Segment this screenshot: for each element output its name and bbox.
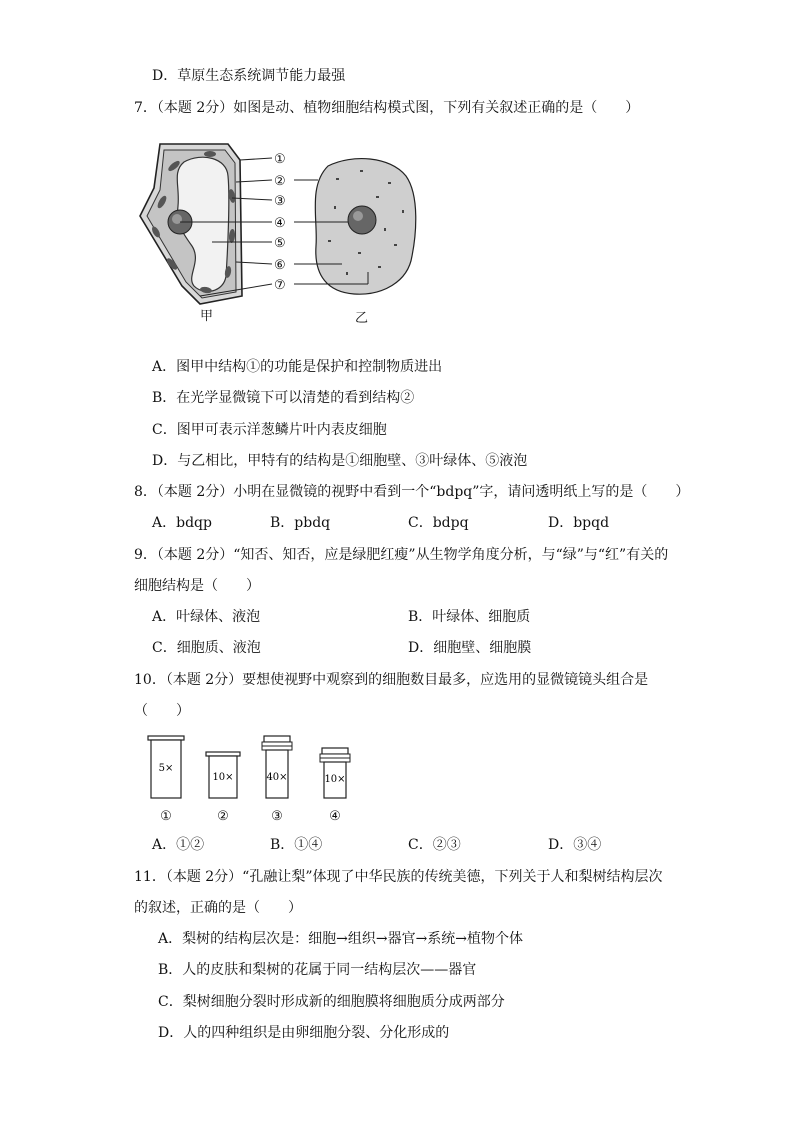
cell-structure-figure <box>132 136 422 328</box>
q7-stem: 7．（本题 2分）如图是动、植物细胞结构模式图，下列有关叙述正确的是（ ） <box>134 100 640 116</box>
q11-stem-line2: 的叙述，正确的是（ ） <box>134 900 302 916</box>
q8-option-d: D．bpqd <box>548 515 610 531</box>
q11-option-a: A．梨树的结构层次是：细胞→组织→器官→系统→植物个体 <box>158 931 524 947</box>
lens-number-1: ① <box>160 809 172 824</box>
lens-number-4: ④ <box>329 809 341 824</box>
q9-option-d: D．细胞壁、细胞膜 <box>408 640 532 656</box>
q10-option-c: C．②③ <box>408 837 461 853</box>
q9-option-a: A．叶绿体、液泡 <box>152 609 261 625</box>
label-2: ② <box>274 174 286 189</box>
label-1: ① <box>274 152 286 167</box>
caption-yi: 乙 <box>355 311 369 326</box>
q11-stem-line1: 11．（本题 2分）“孔融让梨”体现了中华民族的传统美德，下列关于人和梨树结构层次 <box>134 869 663 885</box>
lens-4-label: 10× <box>324 774 346 785</box>
q9-stem-line2: 细胞结构是（ ） <box>134 578 260 594</box>
q10-option-d: D．③④ <box>548 837 602 853</box>
label-6: ⑥ <box>274 258 286 273</box>
lens-3-objective <box>262 736 292 798</box>
q11-option-c: C．梨树细胞分裂时形成新的细胞膜将细胞质分成两部分 <box>158 994 505 1010</box>
lens-2-eyepiece <box>206 752 240 798</box>
q10-option-a: A．①② <box>152 837 205 853</box>
lens-number-3: ③ <box>271 809 283 824</box>
lens-number-2: ② <box>217 809 229 824</box>
q8-option-c: C．bdpq <box>408 515 469 531</box>
animal-nucleus <box>348 206 376 234</box>
animal-nucleolus <box>353 211 363 221</box>
label-4: ④ <box>274 216 286 231</box>
q9-option-c: C．细胞质、液泡 <box>152 640 261 656</box>
q8-option-b: B．pbdq <box>270 515 331 531</box>
q7-option-c: C．图甲可表示洋葱鳞片叶内表皮细胞 <box>152 422 387 438</box>
chloroplast <box>204 151 216 157</box>
q11-option-b: B．人的皮肤和梨树的花属于同一结构层次——器官 <box>158 962 477 978</box>
q6-option-d: D．草原生态系统调节能力最强 <box>152 68 346 84</box>
lens-4-objective <box>320 748 350 798</box>
lens-figure <box>140 732 370 828</box>
q7-option-d: D．与乙相比，甲特有的结构是①细胞壁、③叶绿体、⑤液泡 <box>152 453 528 469</box>
q10-stem-line1: 10．（本题 2分）要想使视野中观察到的细胞数目最多，应选用的显微镜镜头组合是 <box>134 672 649 688</box>
q11-option-d: D．人的四种组织是由卵细胞分裂、分化形成的 <box>158 1025 450 1041</box>
label-5: ⑤ <box>274 236 286 251</box>
q9-option-b: B．叶绿体、细胞质 <box>408 609 531 625</box>
q8-stem: 8．（本题 2分）小明在显微镜的视野中看到一个“bdpq”字，请问透明纸上写的是（ ） <box>134 484 690 500</box>
label-7: ⑦ <box>274 278 286 293</box>
q10-option-b: B．①④ <box>270 837 323 853</box>
lens-3-label: 40× <box>266 772 288 783</box>
q7-option-a: A．图甲中结构①的功能是保护和控制物质进出 <box>152 359 443 375</box>
q7-option-b: B．在光学显微镜下可以清楚的看到结构② <box>152 390 415 406</box>
caption-jia: 甲 <box>200 309 214 324</box>
q9-stem-line1: 9．（本题 2分）“知否、知否，应是绿肥红瘦”从生物学角度分析，与“绿”与“红”有关的 <box>134 547 669 563</box>
lens-2-label: 10× <box>212 772 234 783</box>
label-3: ③ <box>274 194 286 209</box>
lens-1-label: 5× <box>158 763 174 774</box>
q8-option-a: A．bdqp <box>152 515 212 531</box>
q10-stem-line2: （ ） <box>134 703 190 719</box>
lens-1-eyepiece <box>148 736 184 798</box>
